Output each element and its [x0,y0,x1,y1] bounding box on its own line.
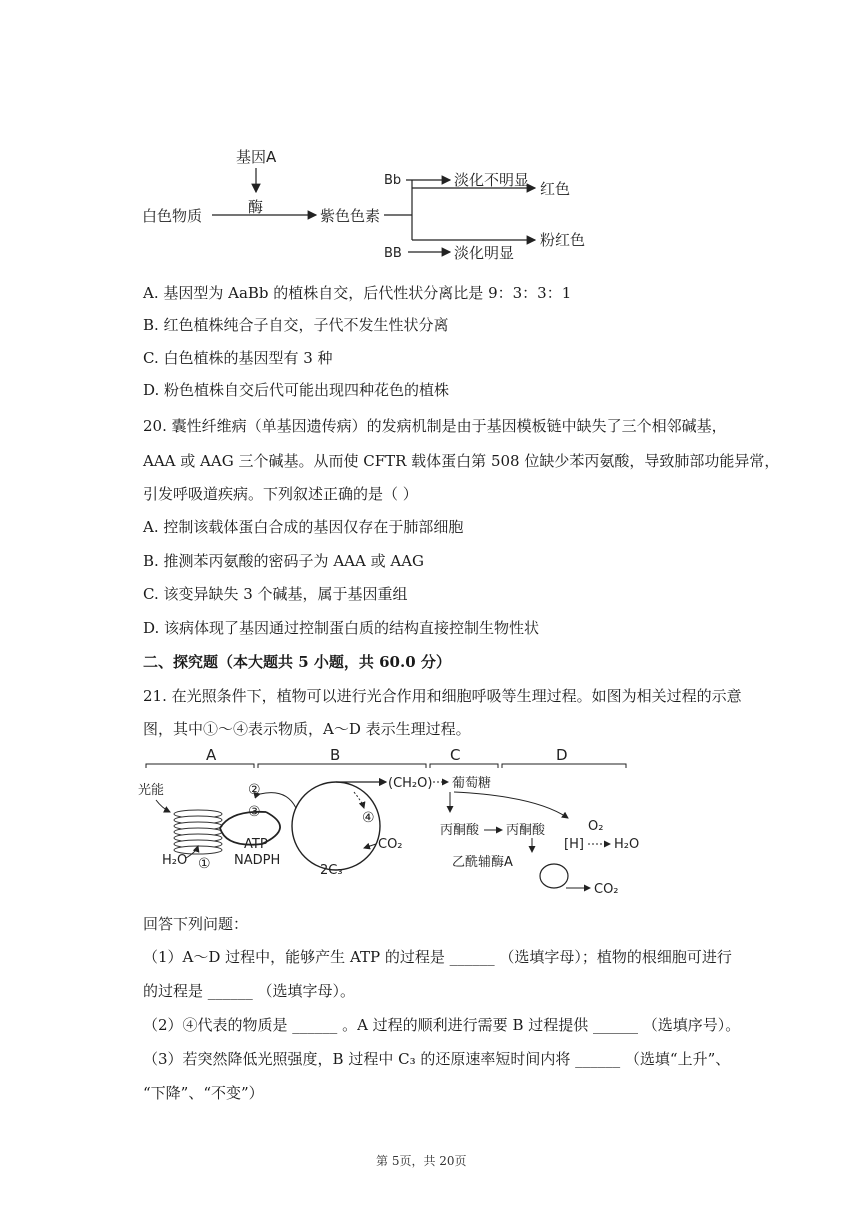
strong-fade-label: 淡化明显 [454,244,515,262]
bracket-c [430,764,498,768]
calvin-cycle [292,782,380,870]
question-3-line-2: “下降”、“不变”） [143,1084,264,1102]
q19-option-c: C. 白色植株的基因型有 3 种 [143,349,333,367]
number-3: ③ [248,804,261,820]
number-2: ② [248,782,261,798]
glucose-to-h-arrow [454,792,568,818]
purple-pigment: 紫色色素 [320,207,381,225]
label-c: C [450,746,461,764]
thylakoid-stack [174,810,222,854]
bracket-a [146,764,254,768]
label-b: B [330,746,341,764]
label-a: A [206,746,217,764]
q20-stem-line-3: 引发呼吸道疾病。下列叙述正确的是（ ） [143,485,418,503]
co2-b-label: CO₂ [378,837,403,852]
q21-stem-line-1: 21. 在光照条件下，植物可以进行光合作用和细胞呼吸等生理过程。如图为相关过程的示意 [143,687,742,705]
glucose-label: 葡萄糖 [452,776,492,791]
q21-stem-line-2: 图，其中①～④表示物质，A～D 表示生理过程。 [143,720,471,738]
number-4: ④ [362,810,375,826]
atp-loop-upper [260,793,296,808]
label-d: D [556,746,568,764]
light-arrow [156,800,170,812]
h-label: [H] [564,837,584,852]
atp-label: ATP [244,837,268,852]
enzyme-label: 酶 [248,198,264,216]
pyruvate-2: 丙酮酸 [506,823,546,838]
bracket-b [258,764,426,768]
q20-stem-line-1: 20. 囊性纤维病（单基因遗传病）的发病机制是由于基因模板链中缺失了三个相邻碱基， [143,417,727,435]
bb-upper-label: Bb [384,173,402,188]
q20-option-b: B. 推测苯丙氨酸的密码子为 AAA 或 AAG [143,552,425,570]
question-2: （2）④代表的物质是 ______ 。A 过程的顺利进行需要 B 过程提供 ______ （选填序号）。 [143,1016,741,1034]
light-energy: 光能 [138,783,165,798]
white-substance: 白色物质 [142,207,203,225]
ch2o-label: (CH₂O) [388,776,433,791]
weak-fade-label: 淡化不明显 [454,171,530,189]
q19-option-b: B. 红色植株纯合子自交，子代不发生性状分离 [143,316,449,334]
pyruvate-1: 丙酮酸 [440,823,480,838]
red-label: 红色 [540,180,571,198]
o2-label: O₂ [588,819,604,834]
page-footer: 第 5页，共 20页 [376,1154,467,1168]
question-1-line-1: （1）A～D 过程中，能够产生 ATP 的过程是 ______ （选填字母）；植物的根细胞可进行 [143,948,732,966]
pink-label: 粉红色 [540,231,586,249]
nadph-label: NADPH [234,853,281,868]
bracket-d [502,764,626,768]
q20-stem-line-2: AAA 或 AAG 三个碱基。从而使 CFTR 载体蛋白第 508 位缺少苯丙氨酸，导致肺部功能异常， [143,452,780,470]
water-label: H₂O [162,853,188,868]
q20-option-c: C. 该变异缺失 3 个碱基，属于基因重组 [143,585,408,603]
q19-option-d: D. 粉色植株自交后代可能出现四种花色的植株 [143,381,450,399]
c3-label: 2C₃ [320,863,343,878]
answer-intro: 回答下列问题： [143,915,249,933]
number-4-arrow [354,792,364,808]
q20-option-a: A. 控制该载体蛋白合成的基因仅存在于肺部细胞 [143,518,464,536]
co2-d-label: CO₂ [594,882,619,897]
h2o-d-label: H₂O [614,837,640,852]
flower-color-diagram [130,140,630,270]
krebs-cycle [540,864,568,888]
photosynthesis-respiration-diagram [136,748,656,908]
acetyl-coa-label: 乙酰辅酶A [452,855,513,870]
q20-option-d: D. 该病体现了基因通过控制蛋白质的结构直接控制生物性状 [143,619,540,637]
number-1: ① [198,856,211,872]
section-2-title: 二、探究题（本大题共 5 小题，共 60.0 分） [143,653,451,671]
gene-a-label: 基因A [236,148,277,166]
q19-option-a: A. 基因型为 AaBb 的植株自交，后代性状分离比是 9：3：3：1 [143,284,572,302]
question-3-line-1: （3）若突然降低光照强度，B 过程中 C₃ 的还原速率短时间内将 ______ （选填“上升”、 [143,1050,731,1068]
question-1-line-2: 的过程是 ______ （选填字母）。 [143,982,356,1000]
bb-lower-label: BB [384,246,402,261]
